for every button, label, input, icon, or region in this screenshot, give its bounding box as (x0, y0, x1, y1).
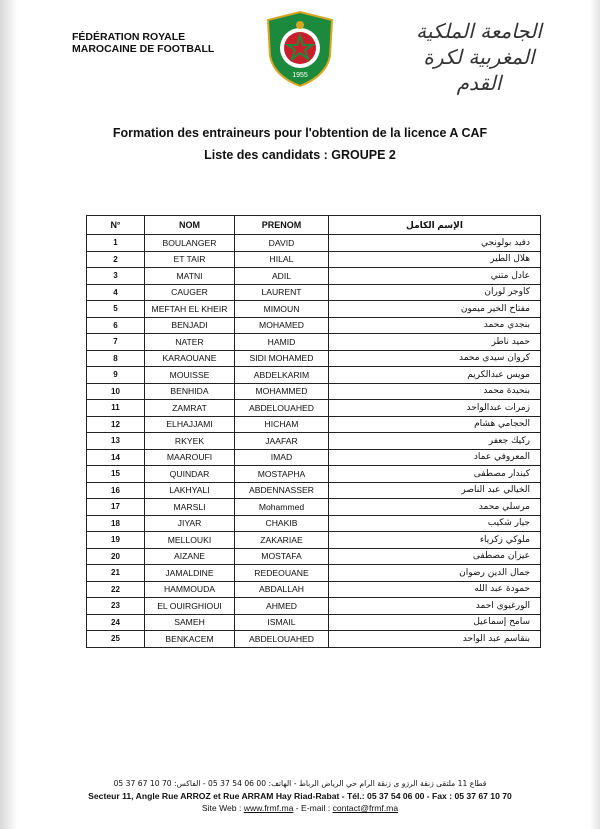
table-row (87, 548, 541, 565)
cell-nom: JIYAR (145, 515, 235, 532)
cell-nom: SAMEH (145, 614, 235, 631)
cell-nom: RKYEK (145, 433, 235, 450)
cell-prenom: MOSTAFA (235, 548, 329, 565)
federation-name-fr-line2: MAROCAINE DE FOOTBALL (72, 43, 215, 55)
table-row (87, 581, 541, 598)
cell-nom: MELLOUKI (145, 532, 235, 549)
cell-prenom: Mohammed (235, 499, 329, 516)
cell-prenom: ADIL (235, 268, 329, 285)
table-row (87, 284, 541, 301)
cell-full-name-ar: كروان سيدي محمد (329, 350, 541, 367)
cell-full-name-ar: الورغيوي احمد (329, 598, 541, 615)
cell-number: 13 (87, 433, 145, 450)
header-full-name-ar: الإسم الكامل (329, 216, 541, 235)
letterhead (0, 0, 600, 100)
cell-number: 14 (87, 449, 145, 466)
candidates-table (86, 215, 541, 648)
table-row (87, 350, 541, 367)
table-row (87, 251, 541, 268)
cell-prenom: ABDELOUAHED (235, 631, 329, 648)
header-nom: NOM (145, 216, 235, 235)
table-row (87, 433, 541, 450)
page-edge-shadow-right (590, 0, 600, 829)
cell-number: 1 (87, 235, 145, 252)
cell-full-name-ar: الخيالي عبد الناصر (329, 482, 541, 499)
cell-number: 15 (87, 466, 145, 483)
cell-number: 7 (87, 334, 145, 351)
cell-number: 16 (87, 482, 145, 499)
cell-number: 25 (87, 631, 145, 648)
cell-nom: BOULANGER (145, 235, 235, 252)
table-row (87, 499, 541, 516)
cell-full-name-ar: بنقاسم عبد الواحد (329, 631, 541, 648)
cell-number: 8 (87, 350, 145, 367)
cell-full-name-ar: عادل متني (329, 268, 541, 285)
table-row (87, 416, 541, 433)
logo-year: 1955 (292, 72, 308, 79)
cell-full-name-ar: عيزان مصطفى (329, 548, 541, 565)
frmf-crest-logo (264, 10, 336, 88)
document-title: Formation des entraineurs pour l'obtention de la licence A CAF (112, 126, 488, 140)
cell-prenom: IMAD (235, 449, 329, 466)
cell-nom: BENKACEM (145, 631, 235, 648)
cell-prenom: JAAFAR (235, 433, 329, 450)
cell-number: 24 (87, 614, 145, 631)
cell-number: 3 (87, 268, 145, 285)
cell-nom: KARAOUANE (145, 350, 235, 367)
cell-prenom: ABDELOUAHED (235, 400, 329, 417)
header-number: N° (87, 216, 145, 235)
cell-full-name-ar: ملوكي زكرياء (329, 532, 541, 549)
cell-nom: NATER (145, 334, 235, 351)
cell-full-name-ar: كاوجر لوران (329, 284, 541, 301)
cell-number: 5 (87, 301, 145, 318)
cell-number: 18 (87, 515, 145, 532)
cell-number: 21 (87, 565, 145, 582)
cell-full-name-ar: دفيد بولونجي (329, 235, 541, 252)
page-edge-shadow-left (0, 0, 18, 829)
cell-number: 4 (87, 284, 145, 301)
federation-name-ar (404, 18, 554, 95)
table-row (87, 631, 541, 648)
table-row (87, 532, 541, 549)
cell-nom: ELHAJJAMI (145, 416, 235, 433)
cell-number: 19 (87, 532, 145, 549)
cell-prenom: HILAL (235, 251, 329, 268)
cell-number: 11 (87, 400, 145, 417)
cell-full-name-ar: مرسلي محمد (329, 499, 541, 516)
cell-nom: JAMALDINE (145, 565, 235, 582)
cell-full-name-ar: بنجدي محمد (329, 317, 541, 334)
cell-prenom: MOHAMED (235, 317, 329, 334)
footer-address-ar: قطاع 11 ملتقى زنقة الرزو ى زنقة الرام حي الرياض الرباط - الهاتف: 00 06 54 37 05 - الفاكس: 70 10 67 37 05 (113, 779, 487, 788)
table-row (87, 482, 541, 499)
cell-prenom: HAMID (235, 334, 329, 351)
cell-full-name-ar: بنحيدة محمد (329, 383, 541, 400)
cell-full-name-ar: الحجامي هشام (329, 416, 541, 433)
table-row (87, 317, 541, 334)
cell-nom: EL OUIRGHIOUI (145, 598, 235, 615)
cell-nom: CAUGER (145, 284, 235, 301)
cell-prenom: HICHAM (235, 416, 329, 433)
cell-nom: MEFTAH EL KHEIR (145, 301, 235, 318)
cell-number: 2 (87, 251, 145, 268)
cell-nom: LAKHYALI (145, 482, 235, 499)
footer-email-label: - E-mail : (293, 803, 333, 813)
table-header-row (87, 216, 541, 235)
cell-nom: HAMMOUDA (145, 581, 235, 598)
table-row (87, 598, 541, 615)
header-prenom: PRENOM (235, 216, 329, 235)
cell-prenom: REDEOUANE (235, 565, 329, 582)
cell-full-name-ar: سامح إسماعيل (329, 614, 541, 631)
footer (0, 778, 600, 814)
federation-name-fr-line1: FÉDÉRATION ROYALE (72, 31, 186, 43)
cell-full-name-ar: حميد ناطر (329, 334, 541, 351)
table-row (87, 301, 541, 318)
cell-full-name-ar: ركيك جعفر (329, 433, 541, 450)
cell-prenom: MIMOUN (235, 301, 329, 318)
cell-full-name-ar: جمال الدين رضوان (329, 565, 541, 582)
cell-nom: BENJADI (145, 317, 235, 334)
table-row (87, 565, 541, 582)
cell-prenom: MOSTAPHA (235, 466, 329, 483)
cell-prenom: ISMAIL (235, 614, 329, 631)
cell-full-name-ar: كيندار مصطفى (329, 466, 541, 483)
cell-prenom: ABDALLAH (235, 581, 329, 598)
footer-address-fr: Secteur 11, Angle Rue ARROZ et Rue ARRAM Hay Riad-Rabat - Tél.: 05 37 54 06 00 - Fax : 05 37 67 10 70 (88, 791, 512, 801)
federation-name-fr (72, 31, 214, 55)
cell-nom: MOUISSE (145, 367, 235, 384)
cell-nom: ZAMRAT (145, 400, 235, 417)
table-row (87, 334, 541, 351)
table-row (87, 367, 541, 384)
cell-nom: MAAROUFI (145, 449, 235, 466)
website-link[interactable]: www.frmf.ma (243, 803, 294, 813)
federation-name-ar-line2: المغربية لكرة القدم (423, 45, 535, 95)
cell-prenom: ABDELKARIM (235, 367, 329, 384)
cell-nom: QUINDAR (145, 466, 235, 483)
table-row (87, 449, 541, 466)
cell-prenom: ZAKARIAE (235, 532, 329, 549)
cell-prenom: MOHAMMED (235, 383, 329, 400)
footer-contact (0, 802, 600, 814)
cell-nom: MARSLI (145, 499, 235, 516)
table-row (87, 268, 541, 285)
footer-site-label: Site Web : (201, 803, 244, 813)
table-row (87, 614, 541, 631)
cell-number: 17 (87, 499, 145, 516)
federation-name-ar-line1: الجامعة الملكية (416, 19, 542, 43)
cell-prenom: DAVID (235, 235, 329, 252)
cell-full-name-ar: هلال الطير (329, 251, 541, 268)
cell-prenom: LAURENT (235, 284, 329, 301)
cell-number: 9 (87, 367, 145, 384)
cell-full-name-ar: حمودة عبد الله (329, 581, 541, 598)
cell-prenom: SIDI MOHAMED (235, 350, 329, 367)
table-row (87, 515, 541, 532)
email-link[interactable]: contact@frmf.ma (332, 803, 399, 813)
cell-number: 22 (87, 581, 145, 598)
cell-full-name-ar: مفتاح الخير ميمون (329, 301, 541, 318)
cell-number: 6 (87, 317, 145, 334)
cell-number: 23 (87, 598, 145, 615)
cell-number: 10 (87, 383, 145, 400)
cell-full-name-ar: جيار شكيب (329, 515, 541, 532)
cell-number: 12 (87, 416, 145, 433)
table-row (87, 400, 541, 417)
cell-nom: BENHIDA (145, 383, 235, 400)
cell-full-name-ar: مويس عبدالكريم (329, 367, 541, 384)
cell-prenom: AHMED (235, 598, 329, 615)
cell-full-name-ar: المعروفي عماد (329, 449, 541, 466)
table-row (87, 235, 541, 252)
table-row (87, 466, 541, 483)
document-subtitle: Liste des candidats : GROUPE 2 (204, 148, 396, 162)
cell-nom: AIZANE (145, 548, 235, 565)
cell-number: 20 (87, 548, 145, 565)
cell-full-name-ar: زمرات عبدالواحد (329, 400, 541, 417)
cell-prenom: ABDENNASSER (235, 482, 329, 499)
cell-nom: MATNI (145, 268, 235, 285)
cell-nom: ET TAIR (145, 251, 235, 268)
cell-prenom: CHAKIB (235, 515, 329, 532)
table-row (87, 383, 541, 400)
